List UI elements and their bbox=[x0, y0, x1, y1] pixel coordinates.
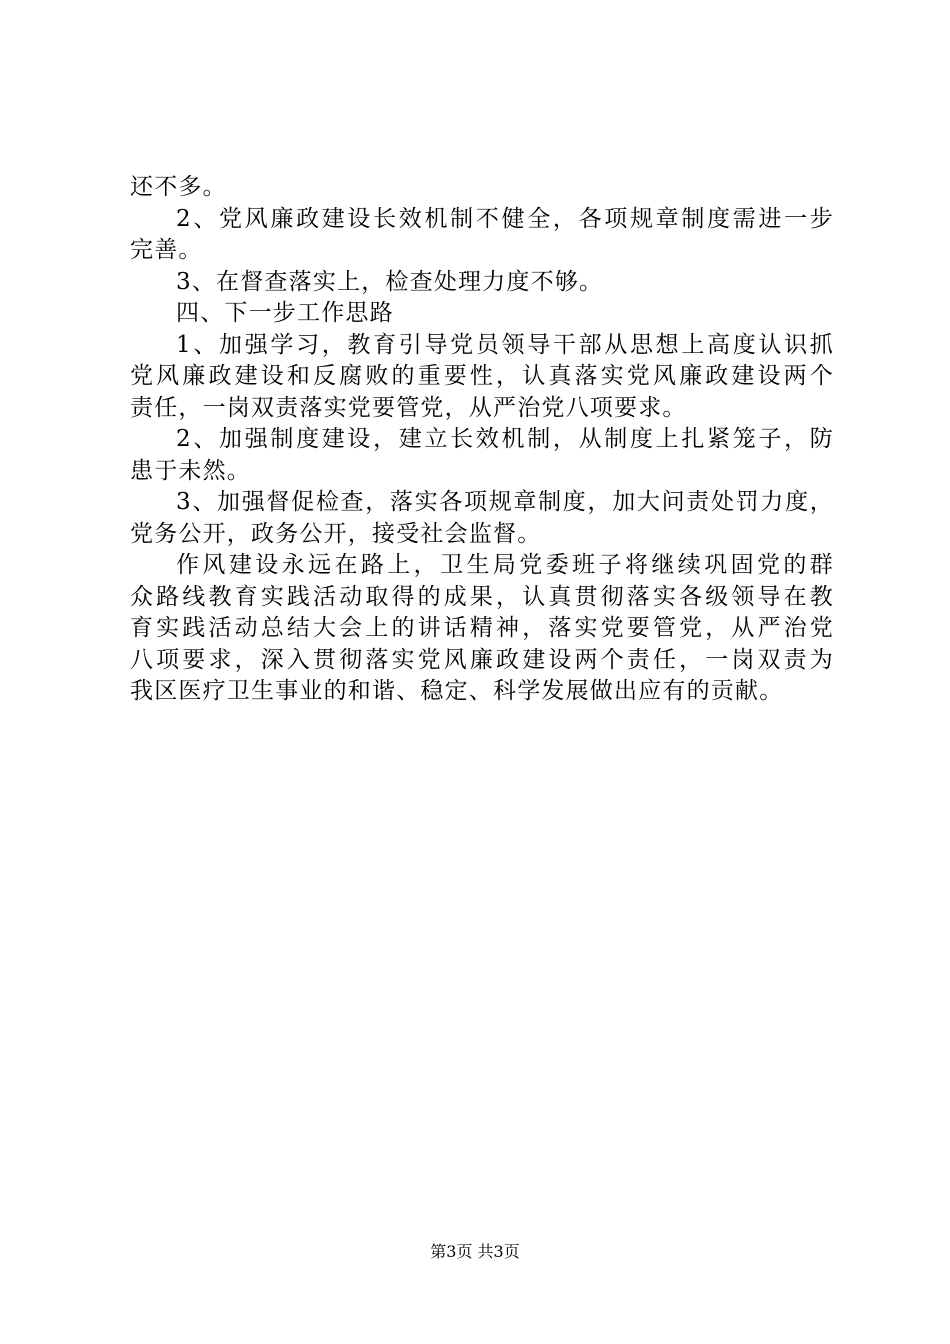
paragraph-line: 众路线教育实践活动取得的成果，认真贯彻落实各级领导在教 bbox=[130, 583, 834, 610]
paragraph-line: 2、加强制度建设，建立长效机制，从制度上扎紧笼子，防 bbox=[176, 426, 834, 452]
paragraph-line: 还不多。 bbox=[130, 174, 227, 200]
paragraph-line: 2、党风廉政建设长效机制不健全，各项规章制度需进一步 bbox=[176, 205, 834, 232]
paragraph-line: 3、加强督促检查，落实各项规章制度，加大问责处罚力度， bbox=[176, 489, 834, 515]
paragraph-line: 患于未然。 bbox=[130, 457, 251, 484]
paragraph-line: 党务公开，政务公开，接受社会监督。 bbox=[130, 520, 542, 547]
paragraph-line: 3、在督查落实上，检查处理力度不够。 bbox=[176, 268, 604, 295]
paragraph-line: 作风建设永远在路上，卫生局党委班子将继续巩固党的群 bbox=[176, 552, 834, 578]
paragraph-line: 八项要求，深入贯彻落实党风廉政建设两个责任，一岗双责为 bbox=[130, 646, 834, 673]
page-number-label: 第3页 共3页 bbox=[430, 1242, 520, 1261]
paragraph-line: 育实践活动总结大会上的讲话精神，落实党要管党，从严治党 bbox=[130, 615, 834, 641]
paragraph-line: 党风廉政建设和反腐败的重要性，认真落实党风廉政建设两个 bbox=[130, 363, 834, 389]
document-body bbox=[130, 172, 834, 708]
paragraph-line: 责任，一岗双责落实党要管党，从严治党八项要求。 bbox=[130, 394, 687, 421]
paragraph-line: 我区医疗卫生事业的和谐、稳定、科学发展做出应有的贡献。 bbox=[130, 678, 784, 704]
paragraph-line: 完善。 bbox=[130, 237, 203, 263]
page-footer bbox=[0, 1242, 950, 1262]
paragraph-line: 1、加强学习，教育引导党员领导干部从思想上高度认识抓 bbox=[176, 331, 834, 358]
section-heading: 四、下一步工作思路 bbox=[176, 300, 394, 326]
